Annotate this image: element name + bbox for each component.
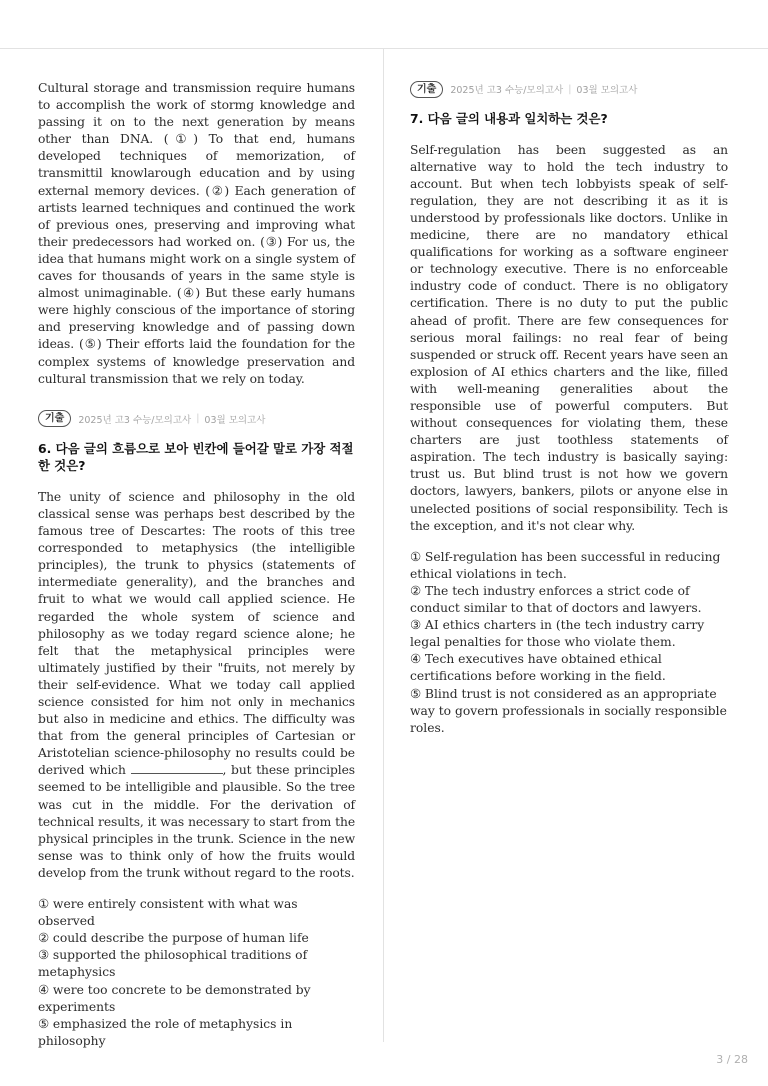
option-item[interactable]: ④ Tech executives have obtained ethical certifications before working in the field.	[410, 652, 666, 684]
option-item[interactable]: ② The tech industry enforces a strict code of conduct similar to that of doctors and lawyers.	[410, 583, 702, 616]
option-item[interactable]: ⑤ Blind trust is not considered as an appropriate way to govern professionals in socially responsible roles.	[410, 686, 727, 735]
passage-q6-after: , but these principles seemed to be intelligible and plausible. So the tree was cut in the middle. For the derivation of technical results, it was necessary to start from the physical principles in the trunk. Science in the new sense was to think only of how the fruits would develop from the trunk without regard to the roots.	[38, 763, 355, 880]
option-item[interactable]: ③ AI ethics charters in (the tech industry carry legal penalties for those who violate them.	[410, 618, 705, 650]
page-number: 3 / 28	[716, 1053, 748, 1066]
option-item[interactable]: ① were entirely consistent with what was observed	[38, 897, 298, 929]
left-column	[38, 80, 355, 1050]
option-item[interactable]: ④ were too concrete to be demonstrated by experiments	[38, 982, 311, 1014]
exam-source: 2025년 고3 수능/모의고사	[450, 85, 564, 96]
passage-q6-before: The unity of science and philosophy in the old classical sense was perhaps best described by the famous tree of Descartes: The roots of this tree corresponded to metaphysics (the intelligible principles), the trunk to physics (statements of intermediate generality), and the branches and fruit to what we would call applied science. He regarded the whole system of science and philosophy as we today regard science alone; he felt that the metaphysical principles were ultimately justified by their "fruits, not merely by their self-evidence. What we today call applied science consisted for him not only in mechanics but also in medicine and ethics. The difficulty was that from the general principles of Cartesian or Aristotelian science-philosophy no results could be derived which	[38, 489, 355, 778]
question-title-7: 7. 다음 글의 내용과 일치하는 것은?	[410, 111, 608, 126]
answer-options-q6	[38, 896, 355, 1050]
passage-q6	[38, 489, 355, 882]
column-divider	[383, 49, 384, 1042]
meta-separator: |	[568, 83, 572, 95]
question-title-6: 6. 다음 글의 흐름으로 보아 빈칸에 들어갈 말로 가장 적절한 것은?	[38, 440, 354, 474]
past-exam-badge: 기출	[410, 81, 443, 98]
header-rule	[0, 48, 768, 49]
exam-source: 2025년 고3 수능/모의고사	[78, 414, 192, 426]
meta-separator: |	[196, 413, 200, 425]
passage-q5-continued: Cultural storage and transmission require humans to accomplish the work of stormg knowledge and passing it on to the next generation by means other than DNA. (①) To that end, humans developed techniques of memorization, of transmittil knowlarough education and by using external memory devices. (②) Each generation of artists learned techniques and continued the work of previous ones, preserving and improving what their predecessors had worked on. (③) For us, the idea that humans might work on a single system of caves for thousands of years in the same style is almost unimaginable. (④) But these early humans were highly conscious of the importance of storing and preserving knowledge and of passing down ideas. (⑤) Their efforts laid the foundation for the complex systems of knowledge preservation and cultural transmission that we rely on today.	[38, 81, 355, 386]
answer-options-q7	[410, 549, 728, 737]
exam-tag-q6	[38, 410, 355, 428]
exam-tag-q7	[410, 80, 728, 98]
option-item[interactable]: ② could describe the purpose of human life	[38, 931, 309, 946]
answer-blank	[131, 762, 223, 774]
passage-q7: Self-regulation has been suggested as an alternative way to hold the tech industry to account. But when tech lobbyists speak of self-regulation, they are not describing it as it is understood by professionals like doctors. Unlike in medicine, there are no mandatory ethical qualifications for working as a software engineer or technology executive. There is no enforceable industry code of conduct. There is no obligatory certification. There is no duty to put the public ahead of profit. There are few consequences for serious moral failings: no real fear of being suspended or struck off. Recent years have seen an explosion of AI ethics charters and the like, filled with well-meaning generalities about the responsible use of powerful computers. But without consequences for violating them, these charters are just toothless statements of aspiration. The tech industry is basically saying: trust us. But blind trust is not how we govern doctors, lawyers, bankers, pilots or anyone else in unelected positions of social responsibility. Tech is the exception, and it's not clear why.	[410, 142, 728, 533]
option-item[interactable]: ③ supported the philosophical traditions of metaphysics	[38, 948, 308, 980]
past-exam-badge: 기출	[38, 410, 71, 427]
option-item[interactable]: ⑤ emphasized the role of metaphysics in philosophy	[38, 1016, 293, 1048]
exam-month: 03월 모의고사	[576, 85, 638, 96]
right-column	[410, 80, 728, 737]
exam-month: 03월 모의고사	[204, 414, 266, 426]
option-item[interactable]: ① Self-regulation has been successful in reducing ethical violations in tech.	[410, 549, 721, 581]
